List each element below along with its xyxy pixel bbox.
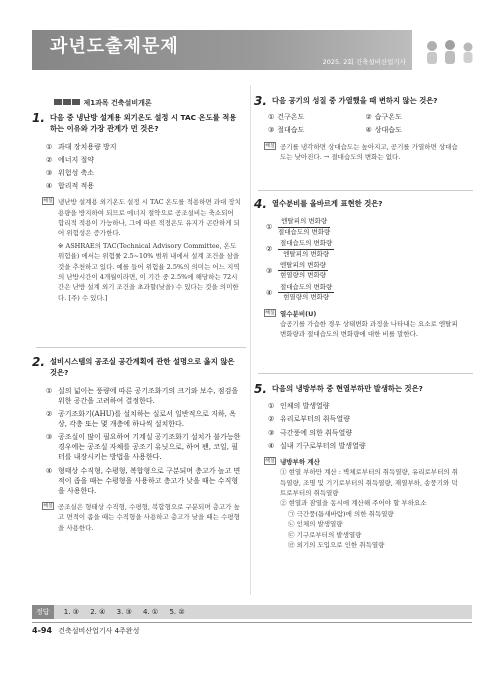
explanation-note: ※ ASHRAE의 TAC(Technical Advisory Committee, 온도위험율) 에서는 위험률 2.5~10% 범위 내에서 설계 조건을 삼을 것을 추천하고 있다. 예를 들어 위험율 2.5%의 의미는 어느 지역의 난방시간이 4개월이라면, 이 기간 중 2.5%에 해당하는 72시간은 난방 설계 외기 조건을 초과할(낮을) 수 있다는 것을 의미한다. [주) 수 있다.]	[58, 241, 240, 302]
option: ① 건구온도	[268, 113, 305, 122]
divider	[258, 373, 473, 374]
answer-item: 2. ④	[90, 608, 106, 616]
options-list	[268, 112, 463, 135]
options-list	[268, 401, 463, 451]
answer-item: 3. ③	[116, 608, 132, 616]
question-5	[254, 382, 463, 550]
option: ④ 실내 기구로부터의 발생열량	[268, 441, 366, 450]
explanation-text: 공조실은 형태상 수직형, 수평형, 복합형으로 구분되며 층고가 높고 면적이 좁을 때는 수직형을 사용하고 층고가 낮을 때는 수평형을 사용한다.	[58, 503, 240, 532]
option: ④ $\frac{\text{절대습도의 변화량}}{\text{현열량의 변화량}}$	[266, 282, 333, 302]
question-text: 열수분비를 올바르게 표현한 것은?	[272, 199, 383, 208]
option: ① $\frac{\text{엔탈피의 변화량}}{\text{절대습도의 변화량}}$	[266, 217, 331, 236]
options-list	[46, 386, 241, 496]
option: ③ $\frac{\text{엔탈피의 변화량}}{\text{현열량의 변화량}}$	[266, 260, 327, 280]
page-title: 과년도출제문제	[50, 36, 179, 57]
explanation	[264, 309, 463, 340]
option: ① 실의 넓이는 풍량에 따른 공기조화기의 크기와 보수, 점검을 위한 공간을 고려하여 결정한다.	[46, 386, 239, 405]
explanation-text: 습공기를 가습한 경우 상태변화 과정을 나타내는 요소로 엔탈피 변화량과 절대습도의 변화량에 대한 비를 말한다.	[280, 320, 458, 339]
footer-divider	[32, 622, 472, 623]
explanation-subitem: ㉢ 기구로부터의 발생열량	[288, 530, 362, 539]
explanation	[42, 502, 241, 533]
option: ④ 합리적 적용	[46, 182, 95, 191]
explanation-item: ① 현열 부하만 계산 : 벽체로부터의 취득열량, 유리로부터의 취득열량, 조명 및 기기로부터의 취득열량, 재열부하, 송풍기와 덕트로부터의 취득열량	[280, 468, 458, 498]
explanation	[264, 457, 463, 551]
question-number: 2.	[32, 355, 45, 369]
question-3	[254, 94, 463, 162]
explanation-text: 냉난방 설계용 외기온도 설정 시 TAC 온도를 적용하면 과대 장치용량을 방지하여 되므로 에너지 절약으로 공조설비는 축소되어 합리적 적용이 가능하나, 그에 따른 적정온도 유지가 곤란하게 되어 위험성은 증가한다.	[58, 198, 241, 238]
explanation-tag: 해설	[265, 309, 275, 316]
option: ② 공기조화기(AHU)를 설치하는 실로서 일반적으로 지하, 옥상, 각층 또는 몇 개층에 하나씩 설치한다.	[46, 409, 236, 429]
explanation-tag: 해설	[43, 198, 53, 205]
explanation-text: 공기를 냉각하면 상대습도는 높아지고, 공기를 가열하면 상대습도는 낮아진다. → 절대습도의 변화는 없다.	[280, 142, 458, 161]
explanation-subitem: ㉠ 극간풍(틈새바람)에 의한 취득열량	[288, 509, 394, 518]
question-text: 다음 중 냉난방 설계용 외기온도 설정 시 TAC 온도를 적용하는 이유와 가장 관계가 먼 것은?	[50, 113, 237, 134]
answer-tag: 정답	[32, 605, 54, 619]
divider	[258, 190, 473, 191]
explanation-subitem: ㉡ 인체의 발생열량	[288, 520, 343, 529]
question-text: 설비시스템의 공조실 공간계획에 관한 설명으로 옳지 않은 것은?	[50, 357, 235, 378]
page-number: 4-94	[32, 626, 53, 635]
divider	[36, 347, 246, 348]
option: ④ 상대습도	[365, 126, 402, 135]
explanation-tag: 해설	[265, 457, 275, 464]
explanation-subitem: ㉣ 외기의 도입으로 인한 취득열량	[288, 540, 385, 549]
question-number: 4.	[254, 197, 267, 211]
option: ② 유리로부터의 취득열량	[268, 415, 350, 424]
answer-item: 5. ②	[169, 608, 185, 616]
options-list	[46, 142, 241, 192]
section-label	[54, 98, 152, 108]
option: ① 인체의 발생열량	[268, 402, 330, 411]
page-footer	[32, 625, 139, 637]
question-number: 1.	[32, 111, 45, 125]
option: ② $\frac{\text{절대습도의 변화량}}{\text{엔탈피의 변화량}}$	[266, 239, 333, 258]
answer-item: 4. ①	[143, 608, 159, 616]
option: ③ 공조실이 많이 필요하여 기계실 공기조화기 설치가 불가능한 경우에는 공조실 자체를 공조기 유닛으로, 하여 팬, 코일, 필터를 내장시키는 방법을 사용한다.	[46, 433, 241, 462]
explanation-item: ② 현열과 잠열을 동시에 계산해 주어야 할 부하요소	[280, 499, 427, 508]
explanation-tag: 해설	[265, 142, 275, 149]
explanation	[42, 197, 241, 303]
option: ③ 극간풍에 의한 취득열량	[268, 428, 353, 437]
question-number: 5.	[254, 382, 267, 396]
question-2	[32, 355, 241, 533]
explanation-title: 열수분비(U)	[280, 309, 317, 318]
question-text: 다음 공기의 성질 중 가열했을 때 변하지 않는 것은?	[272, 96, 438, 105]
column-divider	[250, 85, 251, 595]
options-list	[266, 217, 463, 302]
book-title: 건축설비산업기사 4주완성	[58, 627, 140, 635]
option: ④ 형태상 수직형, 수평형, 복합형으로 구분되며 층고가 높고 면적이 좁을 때는 수평형을 사용하고 층고가 낮을 때는 수직형을 사용한다.	[46, 466, 241, 495]
question-1	[32, 111, 241, 303]
answer-item: 1. ③	[63, 608, 79, 616]
page-header	[32, 30, 412, 70]
answer-bar	[32, 605, 472, 619]
option: ③ 위험성 축소	[46, 168, 95, 177]
option: ② 에너지 절약	[46, 155, 95, 164]
option: ② 습구온도	[365, 113, 402, 122]
question-text: 다음의 냉방부하 중 현열부하만 발생하는 것은?	[272, 384, 423, 393]
explanation-title: 냉방부하 계산	[280, 457, 320, 466]
explanation-tag: 해설	[43, 503, 53, 509]
option: ③ 절대습도	[268, 126, 305, 135]
section-label-text: 제1과목 건축설비개론	[83, 99, 152, 107]
question-4	[254, 197, 463, 340]
people-illustration-icon	[420, 38, 480, 68]
option: ① 과대 장치용량 방지	[46, 142, 117, 151]
question-number: 3.	[254, 94, 267, 108]
explanation	[264, 142, 463, 163]
exam-subtitle: 2025. 2회 건축설비산업기사	[322, 57, 406, 66]
